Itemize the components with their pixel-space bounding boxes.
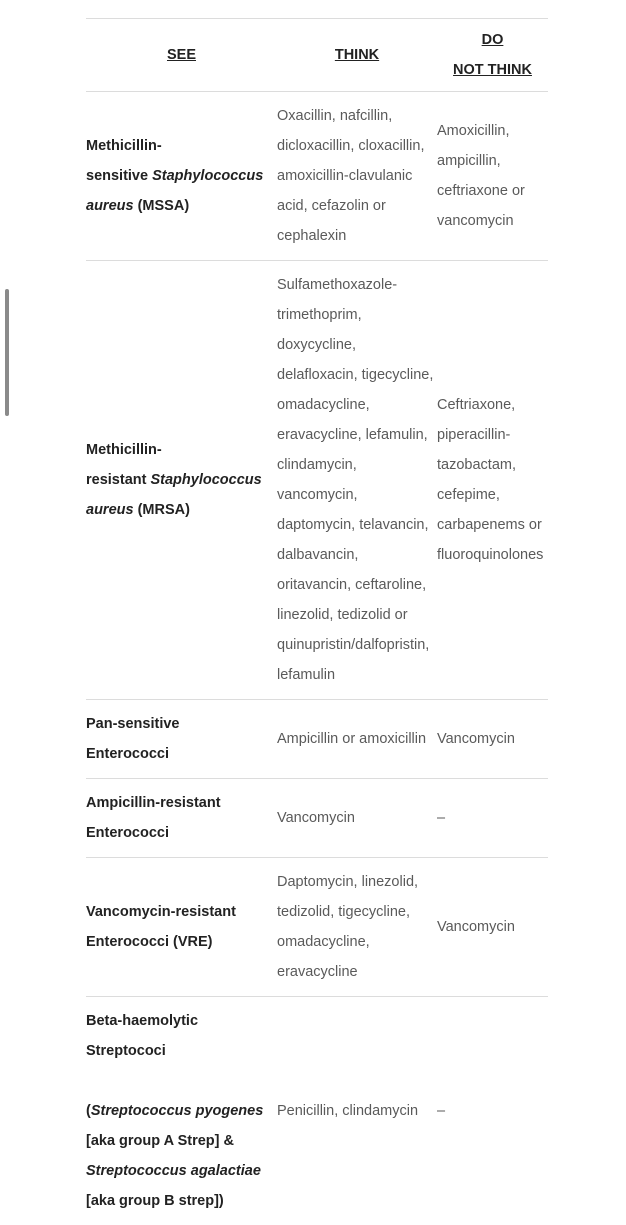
cell-think: Vancomycin: [277, 779, 437, 858]
header-do-not-think-line1: DO: [437, 25, 548, 55]
antibiotic-table: [86, 18, 548, 1225]
header-think: THINK: [277, 19, 437, 92]
cell-think: Sulfamethoxazole-trimethoprim, doxycycline, delafloxacin, tigecycline, omadacycline, eravacycline, lefamulin, clindamycin, vancomycin, daptomycin, telavancin, dalbavancin, oritavancin, ceftaroline, linezolid, tedizolid or quinupristin/dalfopristin, lefamulin: [277, 261, 437, 700]
cell-see: Ampicillin-resistant Enterococci: [86, 779, 277, 858]
cell-do-not-think: –: [437, 779, 548, 858]
header-do-not-think: [437, 19, 548, 92]
table-row-pan-sensitive: [86, 700, 548, 779]
cell-think: Daptomycin, linezolid, tedizolid, tigecycline, omadacycline, eravacycline: [277, 858, 437, 997]
table-row-ampicillin-resistant: [86, 779, 548, 858]
header-see: SEE: [86, 19, 277, 92]
table-row-mssa: [86, 92, 548, 261]
antibiotic-table-container: [86, 18, 548, 1225]
cell-do-not-think: Vancomycin: [437, 700, 548, 779]
cell-see: Vancomycin-resistant Enterococci (VRE): [86, 858, 277, 997]
header-do-not-think-line2: NOT THINK: [437, 55, 548, 85]
cell-do-not-think: –: [437, 997, 548, 1225]
cell-do-not-think: Amoxicillin, ampicillin, ceftriaxone or vancomycin: [437, 92, 548, 261]
table-header-row: [86, 19, 548, 92]
cell-do-not-think: Ceftriaxone, piperacillin-tazobactam, cefepime, carbapenems or fluoroquinolones: [437, 261, 548, 700]
paragraph-gap: [86, 1066, 273, 1096]
table-row-vre: [86, 858, 548, 997]
cell-see: Beta-haemolytic Streptococi (Streptococcus pyogenes [aka group A Strep] & Streptococcus agalactiae [aka group B strep]): [86, 997, 277, 1225]
cell-see: Methicillin- resistant Staphylococcus aureus (MRSA): [86, 261, 277, 700]
cell-do-not-think: Vancomycin: [437, 858, 548, 997]
table-row-mrsa: [86, 261, 548, 700]
scrollbar-thumb[interactable]: [5, 289, 9, 416]
cell-think: Penicillin, clindamycin: [277, 997, 437, 1225]
cell-think: Oxacillin, nafcillin, dicloxacillin, cloxacillin, amoxicillin-clavulanic acid, cefazolin or cephalexin: [277, 92, 437, 261]
cell-think: Ampicillin or amoxicillin: [277, 700, 437, 779]
cell-see: Pan-sensitive Enterococci: [86, 700, 277, 779]
table-row-beta-haemolytic: [86, 997, 548, 1225]
cell-see: Methicillin- sensitive Staphylococcus aureus (MSSA): [86, 92, 277, 261]
